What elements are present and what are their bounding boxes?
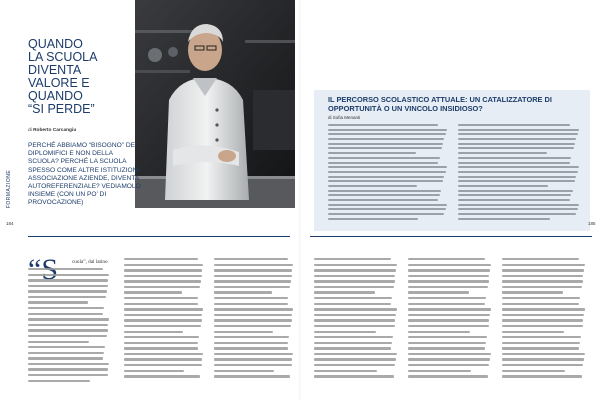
text-line bbox=[28, 380, 90, 382]
chef-photo bbox=[135, 0, 295, 208]
text-line bbox=[328, 147, 442, 149]
text-line bbox=[328, 208, 446, 210]
page-gutter bbox=[299, 0, 301, 400]
text-line bbox=[214, 275, 292, 277]
text-line bbox=[458, 208, 578, 210]
text-line bbox=[124, 264, 203, 266]
text-line bbox=[124, 370, 184, 372]
text-line bbox=[124, 297, 198, 299]
text-line bbox=[124, 269, 202, 271]
text-line bbox=[124, 358, 202, 360]
text-line bbox=[214, 264, 293, 266]
text-line bbox=[328, 138, 444, 140]
text-line bbox=[502, 269, 584, 271]
text-line bbox=[502, 280, 583, 282]
text-line bbox=[314, 353, 397, 355]
text-line bbox=[124, 331, 183, 333]
text-line bbox=[328, 124, 438, 126]
text-line bbox=[214, 342, 288, 344]
text-line bbox=[408, 258, 485, 260]
text-line bbox=[458, 190, 573, 192]
text-line bbox=[458, 185, 548, 187]
text-line bbox=[458, 162, 570, 164]
text-line bbox=[314, 291, 375, 293]
article-teaser: PERCHÉ ABBIAMO “BISOGNO” DEI DIPLOMIFICI E NON DELLA SCUOLA? PERCHÉ LA SCUOLA SPESSO COME ALTRE ISTITUZIONI ASSOCIAZIONE AZIENDE, DIVENTA AUTOREFERENZIALE? VEDIAMOLO INSIEME (CON UN PO’ DI PROVOCAZIONE) bbox=[28, 142, 141, 207]
text-line bbox=[314, 275, 395, 277]
text-line bbox=[458, 213, 576, 215]
text-line bbox=[214, 314, 292, 316]
text-line bbox=[408, 353, 491, 355]
text-line bbox=[214, 325, 291, 327]
body-column bbox=[72, 266, 110, 286]
text-line bbox=[502, 331, 564, 333]
text-line bbox=[214, 308, 293, 310]
text-line bbox=[28, 296, 106, 298]
text-line bbox=[124, 342, 198, 344]
text-line bbox=[502, 353, 585, 355]
section-tag bbox=[4, 170, 14, 210]
headline-line: VALORE E bbox=[28, 76, 90, 90]
text-line bbox=[458, 166, 579, 168]
text-line bbox=[314, 258, 391, 260]
text-line bbox=[458, 194, 571, 196]
section-tag-label: FORMAZIONE bbox=[6, 169, 12, 209]
text-line bbox=[314, 370, 377, 372]
text-line bbox=[408, 331, 470, 333]
text-line bbox=[458, 218, 550, 220]
sidebar-column bbox=[458, 124, 580, 224]
text-line bbox=[28, 341, 89, 343]
article-byline bbox=[28, 128, 138, 133]
text-line bbox=[214, 258, 288, 260]
text-line bbox=[328, 190, 441, 192]
text-line bbox=[502, 275, 583, 277]
text-line bbox=[408, 342, 486, 344]
text-line bbox=[314, 358, 396, 360]
body-column bbox=[502, 258, 586, 386]
text-line bbox=[502, 264, 585, 266]
text-line bbox=[124, 319, 202, 321]
text-line bbox=[124, 353, 203, 355]
text-line bbox=[502, 370, 565, 372]
text-line bbox=[314, 342, 392, 344]
text-line bbox=[328, 185, 417, 187]
text-line bbox=[408, 370, 471, 372]
text-line bbox=[314, 314, 396, 316]
text-line bbox=[214, 280, 291, 282]
text-line bbox=[408, 297, 486, 299]
text-line bbox=[458, 129, 579, 131]
text-line bbox=[28, 335, 107, 337]
text-line bbox=[458, 138, 576, 140]
text-line bbox=[124, 291, 182, 293]
text-line bbox=[28, 357, 103, 359]
text-line bbox=[328, 204, 447, 206]
text-line bbox=[214, 303, 288, 305]
page-number-left: 184 bbox=[6, 221, 14, 226]
text-line bbox=[408, 319, 489, 321]
text-line bbox=[28, 318, 109, 320]
text-line bbox=[314, 347, 391, 349]
text-line bbox=[214, 358, 292, 360]
text-line bbox=[458, 171, 578, 173]
sidebar-column bbox=[328, 124, 448, 224]
text-line bbox=[214, 319, 292, 321]
text-line bbox=[502, 319, 583, 321]
text-line bbox=[502, 303, 579, 305]
text-line bbox=[314, 364, 395, 366]
text-line bbox=[458, 133, 578, 135]
text-line bbox=[502, 336, 581, 338]
text-line bbox=[408, 291, 469, 293]
byline-author: Roberto Carcangiu bbox=[33, 128, 77, 133]
drop-cap-continuation: cuola”, dal latino bbox=[72, 259, 108, 265]
text-line bbox=[214, 364, 292, 366]
text-line bbox=[328, 213, 444, 215]
text-line bbox=[314, 280, 395, 282]
text-line bbox=[124, 347, 198, 349]
text-line bbox=[408, 325, 489, 327]
text-line bbox=[28, 329, 108, 331]
text-line bbox=[502, 358, 584, 360]
text-line bbox=[502, 308, 585, 310]
text-line bbox=[124, 364, 202, 366]
text-line bbox=[458, 157, 571, 159]
body-column bbox=[314, 258, 398, 386]
text-line bbox=[502, 325, 583, 327]
text-line bbox=[124, 280, 201, 282]
page-number-right: 185 bbox=[588, 221, 596, 226]
text-line bbox=[328, 218, 418, 220]
text-line bbox=[314, 269, 396, 271]
text-line bbox=[408, 286, 488, 288]
text-line bbox=[502, 342, 580, 344]
text-line bbox=[28, 374, 108, 376]
text-line bbox=[28, 290, 107, 292]
text-line bbox=[458, 199, 570, 201]
text-line bbox=[28, 363, 109, 365]
text-line bbox=[124, 336, 199, 338]
text-line bbox=[314, 303, 391, 305]
text-line bbox=[328, 152, 416, 154]
text-line bbox=[328, 143, 443, 145]
headline-line: DIVENTA bbox=[28, 63, 82, 77]
text-line bbox=[214, 269, 292, 271]
section-divider bbox=[28, 236, 290, 237]
text-line bbox=[328, 166, 447, 168]
text-line bbox=[124, 308, 203, 310]
text-line bbox=[328, 129, 447, 131]
text-line bbox=[408, 364, 489, 366]
text-line bbox=[458, 147, 574, 149]
text-line bbox=[328, 133, 446, 135]
text-line bbox=[408, 358, 490, 360]
text-line bbox=[408, 308, 491, 310]
sidebar-title: IL PERCORSO SCOLASTICO ATTUALE: UN CATALIZZATORE DI OPPORTUNITÀ O UN VINCOLO INSIDIOSO? bbox=[328, 95, 552, 113]
text-line bbox=[28, 346, 105, 348]
text-line bbox=[28, 324, 108, 326]
text-line bbox=[328, 194, 440, 196]
text-line bbox=[214, 353, 293, 355]
text-line bbox=[314, 375, 394, 377]
text-line bbox=[458, 180, 575, 182]
body-column bbox=[214, 258, 294, 386]
headline-line: QUANDO bbox=[28, 37, 83, 51]
text-line bbox=[28, 307, 104, 309]
text-line bbox=[408, 280, 489, 282]
text-line bbox=[124, 375, 200, 377]
byline-prefix: di bbox=[28, 128, 32, 133]
article-headline bbox=[28, 38, 140, 116]
text-line bbox=[28, 368, 108, 370]
text-line bbox=[314, 331, 376, 333]
text-line bbox=[408, 375, 488, 377]
text-line bbox=[408, 314, 490, 316]
sidebar-byline: di Sofia Menanti bbox=[328, 115, 361, 120]
text-line bbox=[124, 286, 200, 288]
text-line bbox=[458, 204, 579, 206]
text-line bbox=[502, 297, 580, 299]
text-line bbox=[408, 347, 485, 349]
text-line bbox=[328, 180, 443, 182]
text-line bbox=[314, 308, 397, 310]
text-line bbox=[328, 157, 440, 159]
text-line bbox=[314, 325, 395, 327]
headline-line: LA SCUOLA bbox=[28, 50, 98, 64]
text-line bbox=[314, 336, 393, 338]
text-line bbox=[214, 331, 273, 333]
text-line bbox=[502, 286, 582, 288]
text-line bbox=[214, 297, 288, 299]
body-column bbox=[124, 258, 204, 386]
text-line bbox=[408, 303, 485, 305]
text-line bbox=[328, 176, 444, 178]
text-line bbox=[458, 124, 570, 126]
text-line bbox=[314, 297, 392, 299]
text-line bbox=[502, 314, 584, 316]
text-line bbox=[124, 258, 198, 260]
text-line bbox=[124, 314, 202, 316]
text-line bbox=[214, 336, 289, 338]
text-line bbox=[408, 275, 489, 277]
text-line bbox=[28, 313, 103, 315]
section-divider bbox=[310, 236, 592, 237]
text-line bbox=[502, 258, 579, 260]
text-line bbox=[408, 269, 490, 271]
text-line bbox=[328, 162, 438, 164]
text-line bbox=[314, 286, 394, 288]
text-line bbox=[214, 375, 290, 377]
text-line bbox=[458, 152, 547, 154]
text-line bbox=[408, 336, 487, 338]
text-line bbox=[314, 264, 397, 266]
headline-line: QUANDO bbox=[28, 89, 83, 103]
text-line bbox=[458, 143, 575, 145]
text-line bbox=[214, 291, 272, 293]
text-line bbox=[214, 286, 290, 288]
text-line bbox=[328, 199, 438, 201]
text-line bbox=[124, 303, 198, 305]
text-line bbox=[214, 347, 288, 349]
headline-line: “SI PERDE” bbox=[28, 102, 95, 116]
text-line bbox=[28, 352, 104, 354]
body-column bbox=[408, 258, 492, 386]
text-line bbox=[502, 347, 579, 349]
text-line bbox=[314, 319, 395, 321]
text-line bbox=[328, 171, 446, 173]
text-line bbox=[502, 364, 583, 366]
text-line bbox=[502, 291, 563, 293]
text-line bbox=[214, 370, 274, 372]
text-line bbox=[124, 275, 202, 277]
text-line bbox=[502, 375, 582, 377]
text-line bbox=[124, 325, 201, 327]
text-line bbox=[408, 264, 491, 266]
text-line bbox=[28, 301, 88, 303]
text-line bbox=[458, 176, 576, 178]
